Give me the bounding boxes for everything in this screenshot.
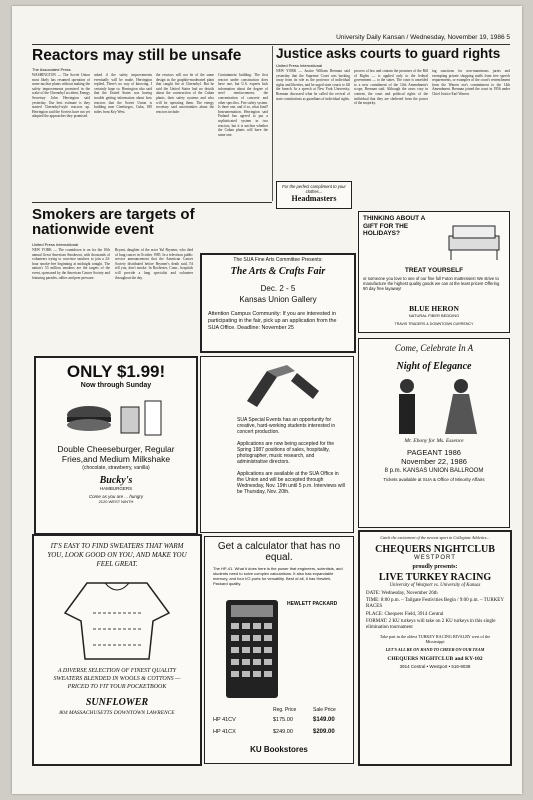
chequers-date: DATE: Wednesday, November 26th <box>366 591 438 596</box>
arts-fair-dates: Dec. 2 - 5 <box>260 284 296 293</box>
justice-col-2: process of law and contain the promises of the Bill of Rights — is applied only to the federal government — to the states. The court is unsettled to a new curtailment of the 14th Amendment's scope, Brennan said. Although the cases vary in content, the court and political rights of the individual that they are sheltered from the power of the majority. <box>354 69 428 106</box>
calculator-illustration <box>225 599 279 699</box>
arts-fair-venue: Kansas Union Gallery <box>239 295 317 304</box>
chequers-ad <box>358 530 512 766</box>
sua-events-p1: SUA Special Events has an opportunity for creative, hard-working students interested in concert production. <box>237 417 336 435</box>
calc-row-2-model: HP 41CX <box>213 729 236 735</box>
headmasters-ad <box>276 181 352 209</box>
burger-illustration <box>61 393 171 441</box>
headline-reactors: Reactors may still be unsafe <box>32 47 242 64</box>
chequers-address: 3914 Central • Westport • 516-9038 <box>399 664 471 670</box>
buckys-item: Double Cheeseburger, Regular Fries,and Medium Milkshake <box>57 444 175 464</box>
sunflower-address: 804 MASSACHUSETTS DOWNTOWN LAWRENCE <box>59 710 175 716</box>
headline-smokers: Smokers are targets of nationwide event <box>32 206 195 239</box>
chequers-extra: Take part in the oldest TURKEY RACING RIVALRY west of the Mississippi <box>379 634 491 645</box>
buckys-address: 2120 WEST NINTH <box>98 499 134 504</box>
couple-illustration <box>379 374 489 436</box>
page-info: University Daily Kansan / Wednesday, November 19, 1986 5 <box>336 34 510 41</box>
chequers-time: TIME: 8:00 p.m. – Tailgate Festivities Begin / 9:00 p.m. – TURKEY RACES <box>366 598 504 610</box>
calc-row-1-reg: $175.00 <box>273 717 293 723</box>
chequers-subtitle: University of Westport vs. University of Kansas <box>389 583 481 588</box>
pageant-name: Mr. Ebony for Ms. Essence <box>404 438 464 444</box>
buckys-sub: Now through Sunday <box>80 382 152 389</box>
sunflower-brand: SUNFLOWER <box>85 697 149 708</box>
reactors-col-2: asked if the safety improvements eventually will be made, Herrington replied, There's no way of knowing. I certainly hope so. Herrington also said that the United States was having trouble getting information about how reactors that the Soviet Union is building near Cienfuegos, Cuba, 180 miles from Key West. <box>94 73 152 114</box>
buckys-brand-sub: HAMBURGERS <box>99 486 133 491</box>
gift-brand: BLUE HERON <box>409 304 459 313</box>
chequers-format: FORMAT: 2 KU turkeys will take on 2 KU turkeys in this single elimination tournament <box>366 618 496 631</box>
chequers-title: LIVE TURKEY RACING <box>378 572 492 583</box>
spotlight-illustration <box>237 361 327 413</box>
calc-store: KU Bookstores <box>250 745 308 754</box>
calc-col-sale: Sale Price <box>313 707 336 713</box>
calc-row-2-reg: $249.00 <box>273 729 293 735</box>
calc-col-reg: Reg. Price <box>273 707 297 713</box>
headline-justice: Justice asks courts to guard rights <box>276 46 501 61</box>
headmasters-brand: Headmasters <box>291 194 337 203</box>
chequers-top: Catch the excitement of the newest sport in Collegiate Athletics... <box>380 535 490 540</box>
sua-events-p3: Applications are available at the SUA Office in the Union and will be accepted through Wednesday, Nov. 19th until 5 p.m. Interviews will be Thursday, Nov. 20th. <box>237 471 345 495</box>
calc-headline: Get a calculator that has no equal. <box>217 541 341 563</box>
arts-fair-title: The Arts & Crafts Fair <box>230 266 326 277</box>
calc-body: The HP-41. What it does here is the power that engineers, scientists, and students need to solve complex calculations. It also has expandable memory, and four I/O ports for versatility. Best of all, it has Hewlett-Packard quality. <box>213 566 343 586</box>
chequers-slogan: LET'S ALL BE ON HAND TO CHEER ON OUR TEAM <box>385 647 485 653</box>
pageant-night: Night of Elegance <box>396 361 472 372</box>
buckys-brand: Bucky's <box>99 475 133 486</box>
byline-reactors: The Associated Press <box>32 67 71 72</box>
calc-row-1-model: HP 41CV <box>213 717 236 723</box>
pageant-script: Come, Celebrate In A <box>394 343 474 353</box>
hp-calculator-ad <box>204 536 354 764</box>
gift-address: TRAVIS TRADERS & DOWNTOWN CURRENCY <box>394 322 474 326</box>
buckys-ad <box>34 356 198 535</box>
gift-brand-sub: NATURAL FIBER BEDDING <box>408 313 460 318</box>
headmasters-text: For the perfect compliment to your clothes... <box>282 184 346 194</box>
gift-body: or someone you love to one of our fine full Futon mattresses! We strive to manufacture the highest quality goods we can at the least prices! Offering 90 day free layaway! <box>363 276 500 291</box>
smokers-col-2: Bryant, daughter of the actor Yul Brynner, who died of lung cancer in October 1985. In a television public service announcement that the American Cancer Society distributed before Brynner's death said, I'd tell you, don't smoke. In Rochester, Conn., hospitals will provide a lung specialist and volunteer throughout the day. <box>115 248 193 280</box>
gift-tagline: TREAT YOURSELF <box>404 267 464 274</box>
calc-row-1-sale: $149.00 <box>313 717 335 723</box>
pageant-event: PAGEANT 1986 <box>407 448 461 457</box>
justice-col-1: NEW YORK — Justice William Brennan said yesterday that the Supreme Court was backing away from its role as the protector of individual rights and liberties, and he urged state courts to fill the breach. In a speech at New York University, Brennan discussed what he called the revival of state constitutions as guardians of individual rights. <box>276 69 350 101</box>
buckys-headline: ONLY $1.99! <box>66 362 166 381</box>
chequers-location: WESTPORT <box>414 555 456 561</box>
pageant-place: 8 p.m. KANSAS UNION BALLROOM <box>384 468 484 474</box>
pageant-ad <box>358 338 510 528</box>
pageant-date: November 22, 1986 <box>401 457 467 466</box>
newspaper-page <box>12 6 522 794</box>
chequers-place: PLACE: Chequers Field, 3914 Central <box>366 611 444 617</box>
calc-brand: HEWLETT PACKARD <box>287 601 338 607</box>
byline-justice: United Press International <box>276 63 323 68</box>
justice-col-3: ing sanctions for non-unanimous juries and exempting private shopping malls from free speech requirements, or examples of the court's retrenchment from the Warren era's commitment to the 14th Amendment. Brennan joined the court in 1956 under Chief Justice Earl Warren. <box>432 69 510 96</box>
chequers-presents: proudly presents: <box>412 564 458 570</box>
sua-events-ad <box>200 356 354 533</box>
gift-headline: THINKING ABOUT A GIFT FOR THE HOLIDAYS? <box>363 215 426 237</box>
blue-heron-ad <box>358 211 510 333</box>
sua-events-p2: Applications are now being accepted for the Spring 1987 positions of sales, hospitality, photographer, music research, and administrative directors. <box>237 441 335 465</box>
sunflower-ad <box>32 534 202 766</box>
page-header <box>32 32 510 45</box>
buckys-flavors: (chocolate, strawberry, vanilla) <box>82 465 150 471</box>
reactors-col-3: the reactors will not be of the same design as the graphite-moderated plant that caught fire at Chernobyl. But he said the United States had no details about the construction of the Cuban plants, their safety systems and who will be operating them. The energy secretary said uncertainties about the reactors include: <box>156 73 214 114</box>
buckys-foot: Come as you are ... hungry <box>88 494 144 499</box>
sweater-illustration <box>57 573 177 663</box>
arts-fair-body: Attention Campus Community: If you are interested in participating in the fair, pick up an application from the SUA Office. Deadline: November 25 <box>208 311 337 331</box>
arts-fair-sponsor: The SUA Fine Arts Committee Presents: <box>233 257 323 263</box>
sunflower-body: A DIVERSE SELECTION OF FINEST QUALITY SWEATERS BLENDED IN WOOLS & COTTONS — PRICED TO FIT YOUR POCKETBOOK <box>53 668 181 690</box>
reactors-col-1: WASHINGTON — The Soviet Union most likely has resumed operation of some nuclear plants without making the safety improvements promised in the wake of the Chernobyl accident, Energy Secretary John Herrington said yesterday. Our best estimate is they started Chernobyl-style reactors up. Herrington said the Soviets have not yet adopted the approaches they promised. <box>32 73 90 119</box>
byline-smokers: United Press International <box>32 242 79 247</box>
reactors-col-4: Containment building. The first reactor under construction does have one, but U.S. experts lack information about the degree of steel reinforcement, the concentration of concrete and other specifics. Fire safety system. Is there one, and if so, what kind? Instrumentation. Herrington said Finland has agreed to put a sophisticated system in two reactors, but it is unclear whether the Cuban plants will have the same one. <box>218 73 268 137</box>
futon-illustration <box>445 218 503 264</box>
chequers-footer: CHEQUERS NIGHTCLUB and KY-102 <box>387 656 483 663</box>
calc-row-2-sale: $209.00 <box>313 729 335 735</box>
chequers-brand: CHEQUERS NIGHTCLUB <box>375 544 495 555</box>
smokers-col-1: NEW YORK — The countdown is on for the 10th annual Great American Smokeout, with thousands of volunteers trying to convince smokers to join a 24-hour smoke-free beginning at midnight tonight. The nation's 53 million smokers are the targets of the event, sponsored by the American Cancer Society and featuring parades, rallies and peer pressure. <box>32 248 110 280</box>
pageant-tickets: Tickets available at SUA & Office of Minority Affairs <box>383 477 485 482</box>
arts-fair-ad <box>200 253 356 353</box>
sunflower-headline: IT'S EASY TO FIND SWEATERS THAT WARM YOU, LOOK GOOD ON YOU, AND MAKE YOU FEEL GREAT. <box>47 542 187 568</box>
